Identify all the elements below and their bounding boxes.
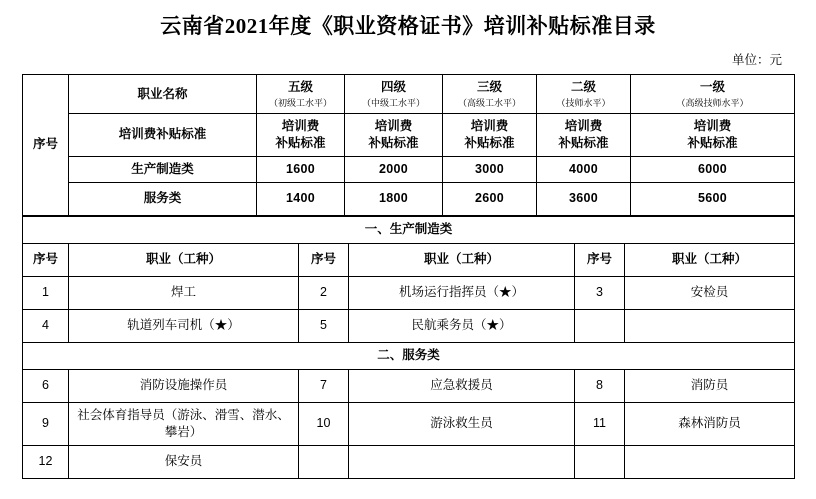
row-seq: 2 <box>299 276 349 309</box>
subsidy-standard-table <box>22 74 795 216</box>
row-occupation: 应急救援员 <box>349 369 575 402</box>
row-occupation: 民航乘务员（★） <box>349 309 575 342</box>
table-row <box>23 369 795 402</box>
col-header-seq-1: 序号 <box>23 243 69 276</box>
row-seq: 8 <box>575 369 625 402</box>
row-occupation-empty <box>625 445 795 478</box>
col-header-occupation-2: 职业（工种） <box>349 243 575 276</box>
table-row <box>23 445 795 478</box>
fee-label-line2: 补贴标准 <box>687 135 738 150</box>
unit-note: 单位：元 <box>731 53 782 67</box>
table-row <box>23 342 795 369</box>
row-occupation-empty <box>625 309 795 342</box>
row-seq: 11 <box>575 402 625 445</box>
fee-standard-header: 培训费补贴标准 <box>69 114 257 157</box>
value-manufacturing-l5: 1600 <box>257 156 345 182</box>
level-name: 四级 <box>380 80 406 94</box>
fee-label-line2: 补贴标准 <box>464 135 515 150</box>
row-seq: 10 <box>299 402 349 445</box>
level-header-3 <box>443 75 537 114</box>
level-sub: （初级工水平） <box>268 97 332 108</box>
level-name: 三级 <box>476 80 502 94</box>
table-row <box>23 402 795 445</box>
row-occupation: 森林消防员 <box>625 402 795 445</box>
value-service-l4: 1800 <box>345 182 443 215</box>
table-row <box>23 75 795 114</box>
col-header-occupation-1: 职业（工种） <box>69 243 299 276</box>
section-heading-manufacturing: 一、生产制造类 <box>23 216 795 243</box>
level-name: 二级 <box>570 80 596 94</box>
category-label-manufacturing: 生产制造类 <box>69 156 257 182</box>
value-service-l5: 1400 <box>257 182 345 215</box>
fee-label-line1: 培训费 <box>564 119 603 134</box>
row-occupation: 机场运行指挥员（★） <box>349 276 575 309</box>
value-manufacturing-l4: 2000 <box>345 156 443 182</box>
table-row <box>23 156 795 182</box>
fee-label-1 <box>631 114 795 157</box>
row-occupation-empty <box>349 445 575 478</box>
row-seq: 3 <box>575 276 625 309</box>
row-seq: 4 <box>23 309 69 342</box>
level-sub: （高级技师水平） <box>676 97 749 108</box>
page-title: 云南省2021年度《职业资格证书》培训补贴标准目录 <box>160 14 656 38</box>
level-header-4 <box>345 75 443 114</box>
col-header-occupation-3: 职业（工种） <box>625 243 795 276</box>
level-header-1 <box>631 75 795 114</box>
row-occupation: 消防员 <box>625 369 795 402</box>
row-seq-empty <box>575 309 625 342</box>
value-manufacturing-l2: 4000 <box>537 156 631 182</box>
table-row <box>23 276 795 309</box>
level-header-2 <box>537 75 631 114</box>
row-seq: 7 <box>299 369 349 402</box>
fee-label-2 <box>537 114 631 157</box>
table-row <box>23 243 795 276</box>
level-name: 五级 <box>287 80 313 94</box>
level-sub: （高级工水平） <box>457 97 521 108</box>
value-manufacturing-l3: 3000 <box>443 156 537 182</box>
table-row <box>23 309 795 342</box>
tables-container <box>0 74 816 479</box>
level-sub: （技师水平） <box>556 97 611 108</box>
fee-label-line1: 培训费 <box>470 119 509 134</box>
seq-header-cell: 序号 <box>23 75 69 216</box>
value-service-l3: 2600 <box>443 182 537 215</box>
row-seq: 1 <box>23 276 69 309</box>
level-header-5 <box>257 75 345 114</box>
row-occupation: 消防设施操作员 <box>69 369 299 402</box>
row-occupation: 轨道列车司机（★） <box>69 309 299 342</box>
row-seq: 9 <box>23 402 69 445</box>
row-occupation: 焊工 <box>69 276 299 309</box>
row-occupation: 保安员 <box>69 445 299 478</box>
col-header-seq-3: 序号 <box>575 243 625 276</box>
row-seq: 12 <box>23 445 69 478</box>
value-manufacturing-l1: 6000 <box>631 156 795 182</box>
row-seq-empty <box>299 445 349 478</box>
value-service-l2: 3600 <box>537 182 631 215</box>
occupation-list-table <box>22 216 795 479</box>
row-occupation: 游泳救生员 <box>349 402 575 445</box>
level-name: 一级 <box>699 80 725 94</box>
section-heading-service: 二、服务类 <box>23 342 795 369</box>
row-seq-empty <box>575 445 625 478</box>
table-row <box>23 216 795 243</box>
row-seq: 5 <box>299 309 349 342</box>
row-seq: 6 <box>23 369 69 402</box>
row-occupation: 安检员 <box>625 276 795 309</box>
category-label-service: 服务类 <box>69 182 257 215</box>
row-occupation: 社会体育指导员（游泳、滑雪、潜水、攀岩） <box>69 402 299 445</box>
fee-label-3 <box>443 114 537 157</box>
fee-label-line1: 培训费 <box>374 119 413 134</box>
fee-label-5 <box>257 114 345 157</box>
fee-label-line2: 补贴标准 <box>368 135 419 150</box>
level-sub: （中级工水平） <box>361 97 425 108</box>
table-row <box>23 114 795 157</box>
fee-label-line1: 培训费 <box>281 119 320 134</box>
col-header-seq-2: 序号 <box>299 243 349 276</box>
fee-label-4 <box>345 114 443 157</box>
value-service-l1: 5600 <box>631 182 795 215</box>
occupation-name-header: 职业名称 <box>69 75 257 114</box>
fee-label-line2: 补贴标准 <box>275 135 326 150</box>
fee-label-line1: 培训费 <box>693 119 732 134</box>
table-row <box>23 182 795 215</box>
fee-label-line2: 补贴标准 <box>558 135 609 150</box>
